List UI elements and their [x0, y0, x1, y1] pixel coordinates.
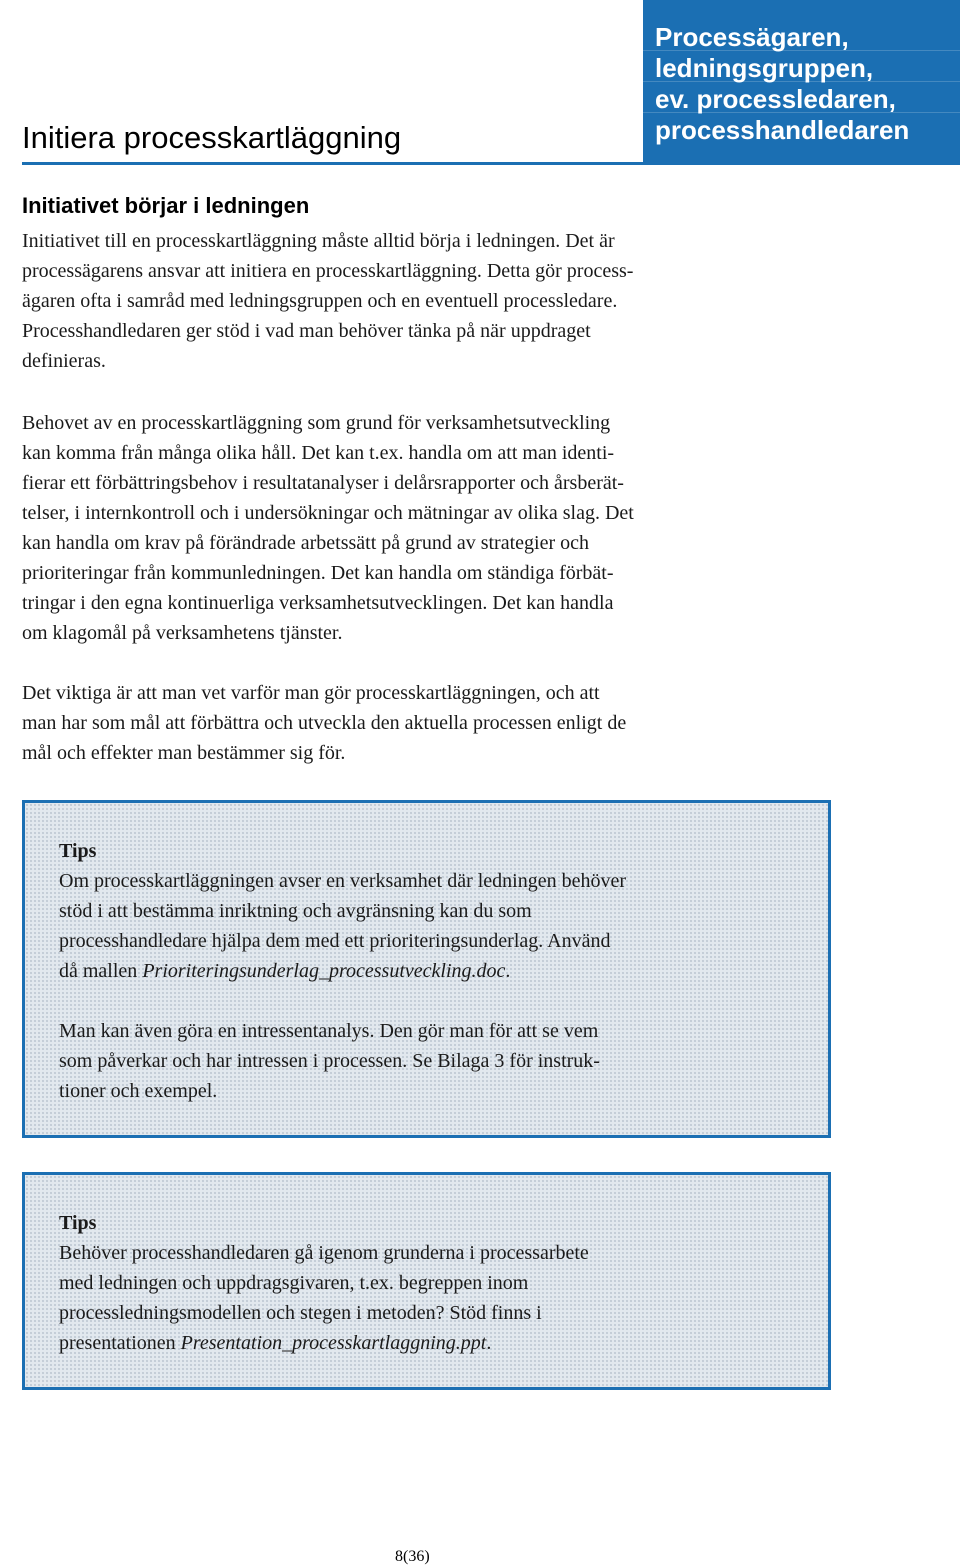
text-line: som påverkar och har intressen i processen. Se Bilaga 3 för instruk- — [59, 1050, 600, 1072]
page-title: Initiera processkartläggning — [22, 120, 402, 155]
text-fragment: presentationen — [59, 1332, 181, 1354]
role-banner — [643, 0, 960, 163]
text-line: Om processkartläggningen avser en verksamhet där ledningen behöver — [59, 870, 627, 892]
text-line: Behovet av en processkartläggning som grund för verksamhetsutveckling — [22, 412, 611, 434]
text-line: Det viktiga är att man vet varför man gör processkartläggningen, och att — [22, 682, 600, 704]
text-fragment: . — [486, 1332, 492, 1354]
tips-content — [59, 836, 626, 1106]
text-line: med ledningen och uppdragsgivaren, t.ex. begreppen inom — [59, 1272, 529, 1294]
text-line: kan handla om krav på förändrade arbetssätt på grund av strategier och — [22, 532, 589, 554]
body-paragraph — [22, 226, 942, 376]
text-line: Initiativet till en processkartläggning måste alltid börja i ledningen. Det är — [22, 230, 615, 252]
text-line: Man kan även göra en intressentanalys. Den gör man för att se vem — [59, 1020, 599, 1042]
role-line: ev. processledaren, — [655, 84, 896, 114]
text-line: mål och effekter man bestämmer sig för. — [22, 742, 346, 764]
presentation-filename: Presentation_processkartlaggning.ppt — [180, 1332, 487, 1354]
text-line — [59, 956, 626, 986]
text-line: man har som mål att förbättra och utveckla den aktuella processen enligt de — [22, 712, 627, 734]
role-line: Processägaren, — [655, 22, 849, 52]
spacer — [59, 986, 626, 1016]
text-fragment: . — [505, 960, 511, 982]
text-line: definieras. — [22, 350, 106, 372]
text-line: om klagomål på verksamhetens tjänster. — [22, 622, 343, 644]
text-line: prioriteringar från kommunledningen. Det kan handla om ständiga förbät- — [22, 562, 614, 584]
text-fragment: då mallen — [59, 960, 143, 982]
title-divider — [22, 162, 960, 165]
tips-label: Tips — [59, 1212, 97, 1234]
text-line: processhandledare hjälpa dem med ett prioriteringsunderlag. Använd — [59, 930, 611, 952]
page-number: 8(36) — [395, 1548, 430, 1565]
text-line: kan komma från många olika håll. Det kan t.ex. handla om att man identi- — [22, 442, 615, 464]
text-line: processledningsmodellen och stegen i metoden? Stöd finns i — [59, 1302, 542, 1324]
role-line: ledningsgruppen, — [655, 53, 874, 83]
body-paragraph — [22, 678, 942, 768]
text-line — [59, 1328, 589, 1358]
text-line: ägaren ofta i samråd med ledningsgruppen och en eventuell processledare. — [22, 290, 618, 312]
text-line: tringar i den egna kontinuerliga verksamhetsutvecklingen. Det kan handla — [22, 592, 614, 614]
tips-content — [59, 1208, 589, 1358]
text-line: fierar ett förbättringsbehov i resultatanalyser i delårsrapporter och årsberät- — [22, 472, 624, 494]
text-line: tioner och exempel. — [59, 1080, 218, 1102]
tips-box — [22, 800, 831, 1138]
role-line: processhandledaren — [655, 115, 910, 145]
text-line: telser, i internkontroll och i undersökningar och mätningar av olika slag. Det — [22, 502, 634, 524]
tips-box — [22, 1172, 831, 1390]
text-line: Behöver processhandledaren gå igenom grunderna i processarbete — [59, 1242, 589, 1264]
section-heading: Initiativet börjar i ledningen — [22, 193, 310, 218]
text-line: processägarens ansvar att initiera en processkartläggning. Detta gör process- — [22, 260, 634, 282]
template-filename: Prioriteringsunderlag_processutveckling.doc — [142, 960, 506, 982]
text-line: Processhandledaren ger stöd i vad man behöver tänka på när uppdraget — [22, 320, 591, 342]
body-paragraph — [22, 408, 942, 648]
text-line: stöd i att bestämma inriktning och avgränsning kan du som — [59, 900, 532, 922]
tips-label: Tips — [59, 840, 97, 862]
